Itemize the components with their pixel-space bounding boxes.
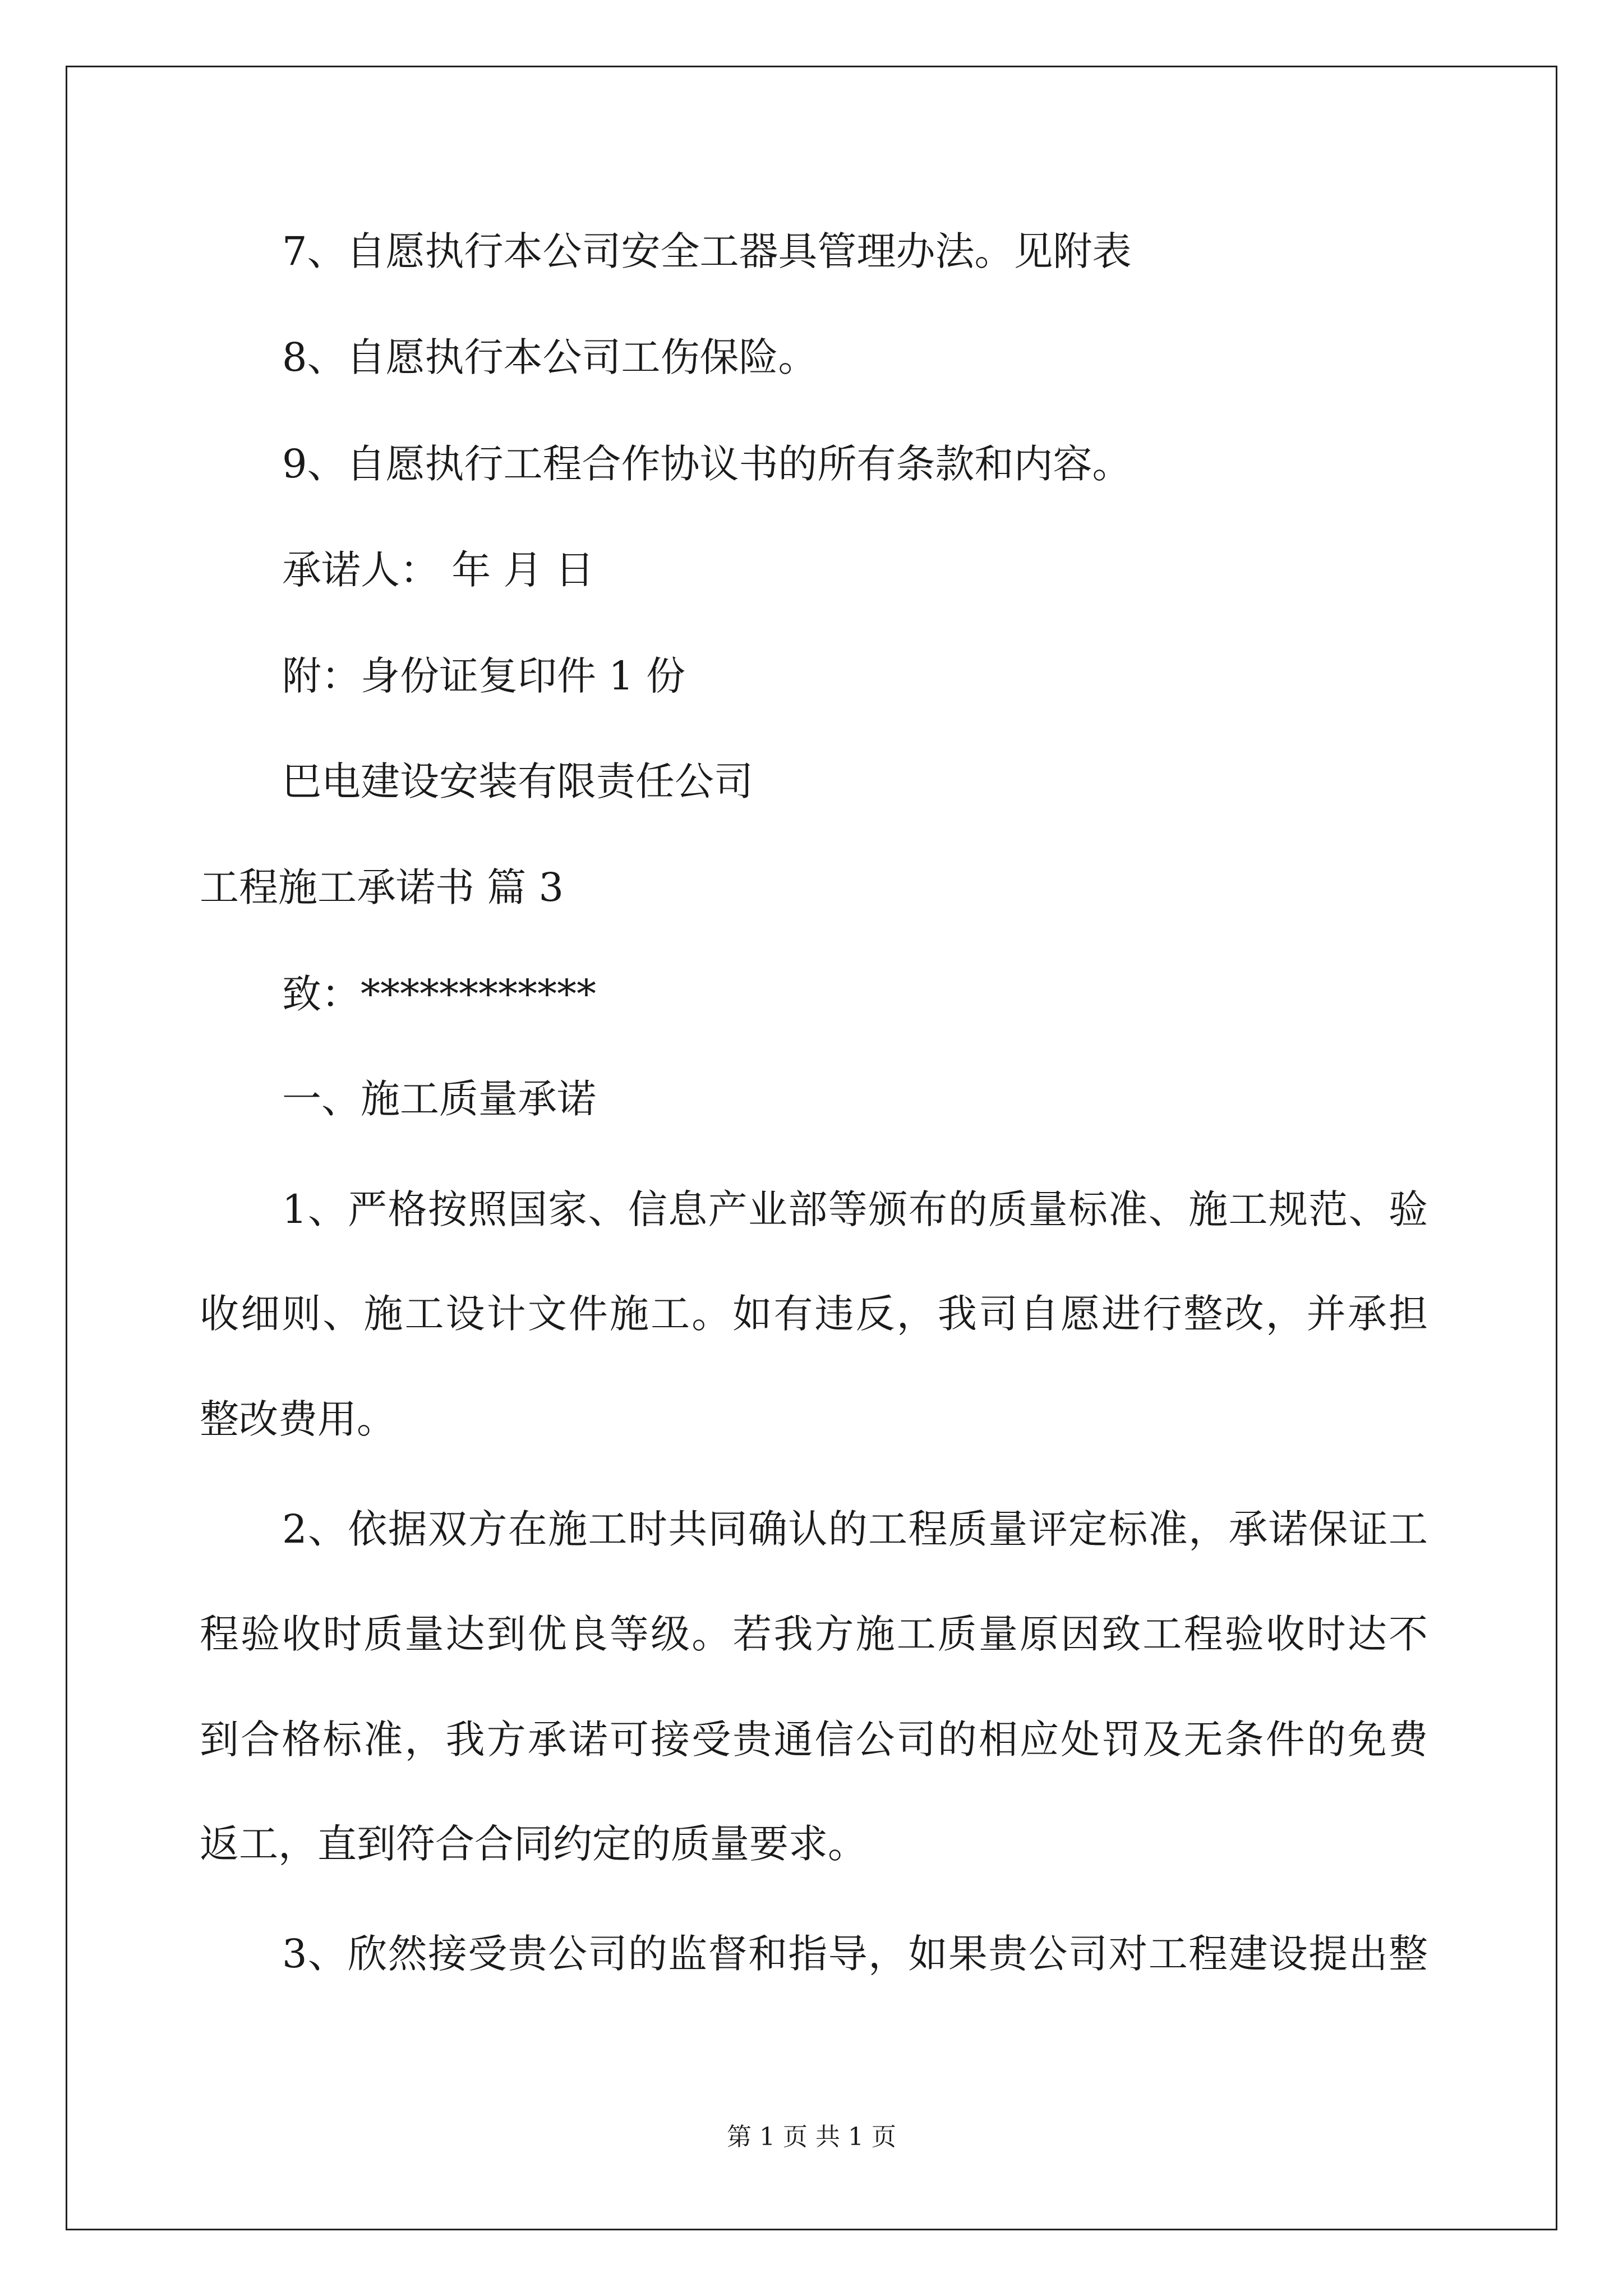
section-heading-quality: 一、施工质量承诺 [282,1076,596,1122]
attachment-line: 附：身份证复印件 1 份 [282,653,686,699]
item-8: 8、自愿执行本公司工伤保险。 [282,334,818,380]
section-title: 工程施工承诺书 篇 3 [200,864,564,910]
paragraph-2-line-1: 2、依据双方在施工时共同确认的工程质量评定标准，承诺保证工 [282,1506,1428,1552]
company-name: 巴电建设安装有限责任公司 [282,758,753,804]
signer-line: 承诺人： 年 月 日 [282,547,594,593]
paragraph-3-line-1: 3、欣然接受贵公司的监督和指导，如果贵公司对工程建设提出整 [282,1931,1428,1977]
item-9: 9、自愿执行工程合作协议书的所有条款和内容。 [282,441,1132,487]
addressee-line: 致：************ [282,971,596,1017]
paragraph-1-line-2: 收细则、施工设计文件施工。如有违反，我司自愿进行整改，并承担 [200,1291,1428,1337]
paragraph-2-line-3: 到合格标准，我方承诺可接受贵通信公司的相应处罚及无条件的免费 [200,1717,1428,1763]
item-7: 7、自愿执行本公司安全工器具管理办法。见附表 [282,228,1132,274]
paragraph-1-line-1: 1、严格按照国家、信息产业部等颁布的质量标准、施工规范、验 [282,1186,1428,1232]
paragraph-2-line-4: 返工，直到符合合同约定的质量要求。 [200,1821,867,1867]
page-footer: 第 1 页 共 1 页 [727,2123,896,2151]
paragraph-1-line-3: 整改费用。 [200,1396,396,1442]
paragraph-2-line-2: 程验收时质量达到优良等级。若我方施工质量原因致工程验收时达不 [200,1611,1428,1657]
